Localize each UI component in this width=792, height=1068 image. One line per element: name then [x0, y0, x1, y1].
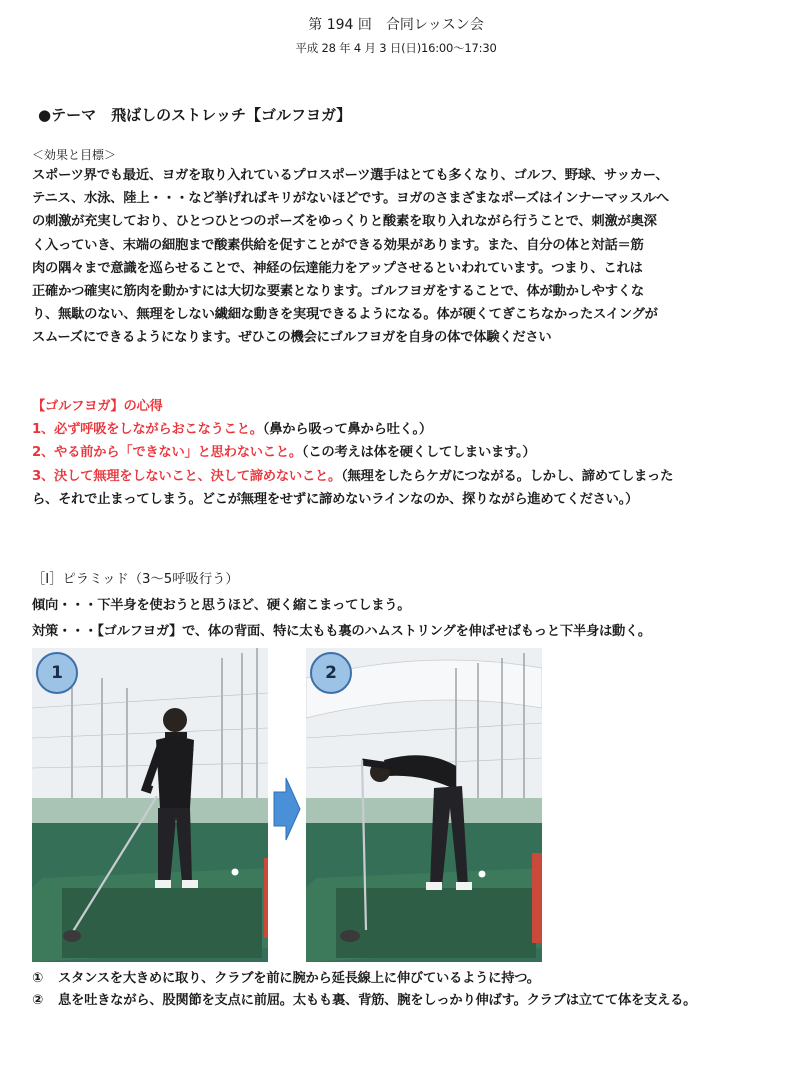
arrow-right-icon [272, 776, 302, 842]
rule-item [32, 418, 772, 441]
paragraph-line: 正確かつ確実に筋肉を動かすには大切な要素となります。ゴルフヨガをすることで、体が動かしやすくな [32, 284, 644, 300]
effect-heading: ＜効果と目標＞ [32, 148, 117, 162]
pose-measure: 対策・・・【ゴルフヨガ】で、体の背面、特に太もも裏のハムストリングを伸ばせばもっと下半身は動く。 [32, 624, 651, 639]
rule-note: （鼻から吸って鼻から吐く。） [262, 422, 432, 438]
rule-note: （この考えは体を硬くしてしまいます。） [301, 445, 536, 461]
step-text: スタンスを大きめに取り、クラブを前に腕から延長線上に伸びているように持つ。 [58, 971, 540, 986]
rule-continuation: ら、それで止まってしまう。どこが無理をせずに諦めないラインなのか、探りながら進めてください。） [32, 491, 639, 507]
rule-text: 3、決して無理をしないこと、決して諦めないこと。 [32, 468, 342, 484]
golfer-standing-illustration [32, 648, 268, 962]
pose-title: ［Ⅰ］ピラミッド（3～5呼吸行う） [32, 572, 239, 587]
step-badge: 1 [36, 652, 78, 694]
pose-tendency: 傾向・・・下半身を使おうと思うほど、硬く縮こまってしまう。 [32, 598, 411, 613]
step-badge: 2 [310, 652, 352, 694]
step-number: ② [32, 993, 44, 1008]
step-text: 息を吐きながら、股関節を支点に前屈。太もも裏、背筋、腕をしっかり伸ばす。クラブは立てて体を支える。 [58, 993, 697, 1008]
paragraph-line: 肉の隅々まで意識を巡らせることで、神経の伝達能力をアップさせるといわれています。つまり、これは [32, 260, 643, 276]
paragraph-line: の刺激が充実しており、ひとつひとつのポーズをゆっくりと酸素を取り入れながら行うことで、刺激が奥深 [32, 214, 657, 230]
photo-forward-bend [306, 648, 542, 962]
rule-item [32, 441, 772, 464]
step-number: ① [32, 971, 44, 986]
step-item [32, 968, 772, 990]
effect-paragraph [32, 164, 768, 350]
paragraph-line: り、無駄のない、無理をしない繊細な動きを実現できるようになる。体が硬くてぎこちなかったスイングが [32, 307, 658, 323]
rule-item [32, 465, 772, 488]
page-title: 第 194 回 合同レッスン会 [308, 17, 484, 33]
paragraph-line: スムーズにできるようになります。ぜひこの機会にゴルフヨガを自身の体で体験ください [32, 330, 552, 346]
rule-text: 2、やる前から「できない」と思わないこと。 [32, 445, 302, 461]
paragraph-line: スポーツ界でも最近、ヨガを取り入れているプロスポーツ選手はとても多くなり、ゴルフ、野球、サッカー、 [32, 168, 669, 183]
photo-stance [32, 648, 268, 962]
steps-list [32, 968, 772, 1012]
step-item [32, 990, 772, 1012]
rules-section [32, 395, 772, 511]
paragraph-line: く入っていき、末端の細胞まで酸素供給を促すことができる効果があります。また、自分の体と対話＝筋 [32, 237, 644, 253]
rule-text: 1、必ず呼吸をしながらおこなうこと。 [32, 422, 263, 438]
theme-heading: ●テーマ 飛ばしのストレッチ【ゴルフヨガ】 [38, 106, 352, 124]
rules-heading: 【ゴルフヨガ】の心得 [32, 399, 163, 414]
golfer-bending-illustration [306, 648, 542, 962]
event-date: 平成 28 年 4 月 3 日(日)16:00～17:30 [295, 41, 497, 55]
rule-note: （無理をしたらケガにつながる。しかし、諦めてしまった [341, 468, 674, 484]
paragraph-line: テニス、水泳、陸上・・・など挙げればキリがないほどです。ヨガのさまざまなポーズはインナーマッスルへ [32, 191, 669, 207]
